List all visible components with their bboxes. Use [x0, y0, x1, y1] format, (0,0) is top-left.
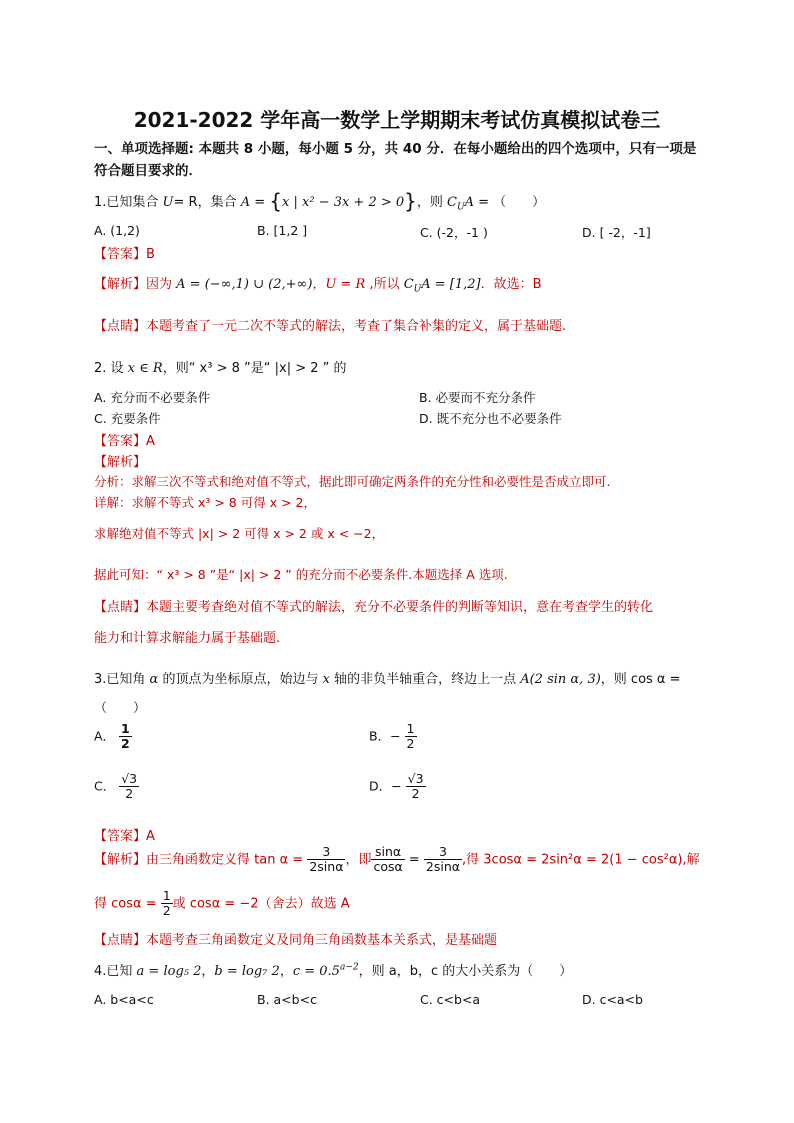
q3-comment: [94, 929, 497, 948]
q3-stem-line2: （ ）: [94, 701, 147, 716]
analysis-label: 【解析】: [94, 852, 147, 868]
q3-frac3-num: 3: [424, 845, 462, 860]
q3-option-b: [369, 722, 417, 752]
q3-stem-a: 3.已知角: [94, 672, 150, 687]
q2-stem-x: x ∈ R: [127, 361, 163, 376]
answer-label: 【答案】: [94, 247, 147, 262]
q3-analysis-line2: [94, 889, 350, 919]
q3-analysis-line2-b: 或 cosα = −2（舍去）故选 A: [172, 896, 350, 912]
q1-analysis-mid2: ,所以: [365, 277, 404, 292]
q3-option-a-den: 2: [121, 736, 130, 752]
q3-stem-c: 轴的非负半轴重合，终边上一点: [329, 672, 521, 687]
q1-option-d: D. [ -2，-1]: [582, 225, 651, 240]
q2-option-d: D. 既不充分也不必要条件: [419, 411, 562, 426]
q2-comment: [94, 596, 653, 615]
q2-comment-line1: 本题主要考查绝对值不等式的解法，充分不必要条件的判断等知识，意在考查学生的转化: [146, 600, 654, 615]
q4-option-c: C. c<b<a: [420, 992, 481, 1007]
q3-option-c: [94, 772, 139, 802]
q3-analysis-line2-a: 得 cosα =: [94, 896, 161, 912]
q1-comp-a: A: [464, 195, 474, 210]
q3-frac4-den: 2: [162, 903, 171, 919]
q3-analysis: [94, 845, 700, 875]
q1-analysis: [94, 273, 542, 295]
q3-option-a: [94, 722, 132, 752]
q3-analysis-b: ，即: [345, 852, 372, 868]
q2-stem: [94, 357, 347, 376]
q1-set-body: x | x² − 3x + 2 > 0: [282, 195, 405, 210]
q2-analysis-label: 【解析】: [94, 455, 147, 470]
q1-answer-value: B: [146, 247, 155, 262]
q1-comp-sub: U: [456, 202, 465, 213]
q3-frac2-num: sinα: [371, 845, 404, 860]
q1-analysis-comp: C: [403, 277, 414, 292]
q3-option-a-label: A．: [94, 728, 116, 744]
q1-option-a: A. (1,2): [94, 223, 140, 238]
q3-frac1-den: 2sinα: [309, 859, 344, 875]
q3-frac3-den: 2sinα: [425, 859, 461, 875]
q1-suffix: = （ ）: [473, 195, 546, 210]
q2-comment-line2: 能力和计算求解能力属于基础题.: [94, 631, 281, 646]
q2-stem-pre: 2. 设: [94, 361, 128, 376]
q2-option-b: B. 必要而不充分条件: [419, 390, 536, 405]
q3-analysis-eq: =: [404, 852, 424, 868]
q3-option-d-num: √3: [407, 771, 424, 786]
q3-stem-d: ，则 cos α =: [600, 672, 681, 687]
q1-analysis-mid: ，U = R: [312, 277, 366, 292]
q1-comment-text: 本题考查了一元二次不等式的解法，考查了集合补集的定义，属于基础题.: [146, 319, 567, 334]
comment-label: 【点睛】: [94, 933, 147, 948]
q3-analysis-c: ,得 3cosα = 2sin²α = 2(1 − cos²α),解: [462, 852, 700, 868]
q4-stem-c: c = 0.5: [292, 964, 340, 979]
q4-option-a: A. b<a<c: [94, 992, 154, 1007]
q3-alpha: α: [149, 672, 159, 687]
q1-u: U: [162, 195, 174, 210]
page-title: 2021-2022 学年高一数学上学期期末考试仿真模拟试卷三: [133, 108, 661, 132]
q3-frac1-num: 3: [307, 845, 345, 860]
q3-answer: [94, 825, 155, 844]
q3-stem-b: 的顶点为坐标原点，始边与: [158, 672, 323, 687]
q1-then: ，则: [416, 195, 448, 210]
q1-option-c: C. (-2，-1 ): [420, 225, 488, 240]
comment-label: 【点睛】: [94, 319, 147, 334]
answer-label: 【答案】: [94, 829, 147, 844]
q4-stem-pre: 4.已知: [94, 964, 137, 979]
q2-analysis-line3: 求解绝对值不等式 |x| > 2 可得 x > 2 或 x < −2，: [94, 526, 385, 541]
q1-analysis-end: ．故选：B: [480, 277, 542, 292]
q3-option-d-den: 2: [411, 786, 420, 802]
q2-analysis-line4: 据此可知：“ x³ > 8 ”是“ |x| > 2 ” 的充分而不必要条件.本题选择 A 选项.: [94, 567, 508, 582]
comment-label: 【点睛】: [94, 600, 147, 615]
q3-option-d-sign: −: [391, 778, 402, 794]
q4-stem-suffix: ，则 a，b，c 的大小关系为（ ）: [358, 964, 573, 979]
q3-frac2-den: cosα: [373, 859, 403, 875]
q3-option-b-den: 2: [406, 736, 415, 752]
q1-set-a: A: [240, 195, 251, 210]
section-heading-line1: 一、单项选择题: 本题共 8 小题，每小题 5 分，共 40 分．在每小题给出的四个选项中，只有一项是: [94, 141, 697, 157]
q4-stem: [94, 960, 572, 979]
q4-stem-c-exp: a−2: [339, 962, 359, 973]
q4-sep2: ，: [279, 964, 293, 979]
q1-analysis-set: A = (−∞,1) ∪ (2,+∞): [176, 277, 313, 292]
q3-frac4-num: 1: [162, 888, 171, 903]
q1-answer: [94, 243, 155, 262]
q3-point: A(2 sin α, 3): [520, 672, 601, 687]
q1-option-b: B. [1,2 ]: [257, 223, 308, 238]
q3-option-a-num: 1: [121, 721, 130, 736]
q3-comment-text: 本题考查三角函数定义及同角三角函数基本关系式，是基础题: [146, 933, 498, 948]
q2-analysis-line2: 详解：求解不等式 x³ > 8 可得 x > 2，: [94, 495, 316, 510]
q3-option-c-label: C．: [94, 778, 116, 794]
q1-stem: 1.已知集合 U= R，集合 A = {x | x² − 3x + 2 > 0}，则 $C_UA$ = （ ）: [94, 189, 546, 213]
q1-analysis-result: A = [1,2]: [421, 277, 481, 292]
q1-comp: C: [447, 195, 457, 210]
q3-option-c-den: 2: [125, 786, 134, 802]
q2-option-a: A. 充分而不必要条件: [94, 390, 211, 405]
section-heading-line2: 符合题目要求的．: [94, 163, 202, 179]
q3-analysis-tan: tan α =: [254, 852, 308, 868]
q1-comment: [94, 315, 566, 334]
q3-option-d: [369, 772, 426, 802]
q2-analysis-line1: 分析：求解三次不等式和绝对值不等式，据此即可确定两条件的充分性和必要性是否成立即可.: [94, 474, 611, 489]
q4-stem-b: b = log₇ 2: [214, 964, 280, 979]
q2-answer: [94, 430, 155, 449]
q2-answer-value: A: [146, 434, 155, 449]
q1-analysis-pre: 因为: [146, 277, 177, 292]
q2-stem-mid: ，则“ x³ > 8 ”是“ |x| > 2 ” 的: [162, 361, 347, 376]
q3-answer-value: A: [146, 829, 155, 844]
q1-eq-r: = R，集合: [173, 195, 241, 210]
q3-option-d-label: D．: [369, 778, 392, 794]
q1-prefix: 1.已知集合: [94, 195, 163, 210]
q3-option-b-sign: −: [390, 728, 401, 744]
q4-stem-a: a = log₅ 2: [136, 964, 202, 979]
q2-option-c: C. 充要条件: [94, 411, 161, 426]
answer-label: 【答案】: [94, 434, 147, 449]
q3-option-b-num: 1: [406, 721, 415, 736]
q3-analysis-a: 由三角函数定义得: [146, 852, 255, 868]
q3-x: x: [322, 672, 330, 687]
q3-option-c-num: √3: [121, 771, 138, 786]
q3-option-b-label: B．: [369, 728, 391, 744]
q4-sep1: ，: [201, 964, 215, 979]
q4-option-b: B. a<b<c: [257, 992, 317, 1007]
analysis-label: 【解析】: [94, 277, 147, 292]
q1-analysis-comp-sub: U: [413, 284, 422, 295]
q3-stem-line1: [94, 668, 681, 687]
q4-option-d: D. c<a<b: [582, 992, 643, 1007]
